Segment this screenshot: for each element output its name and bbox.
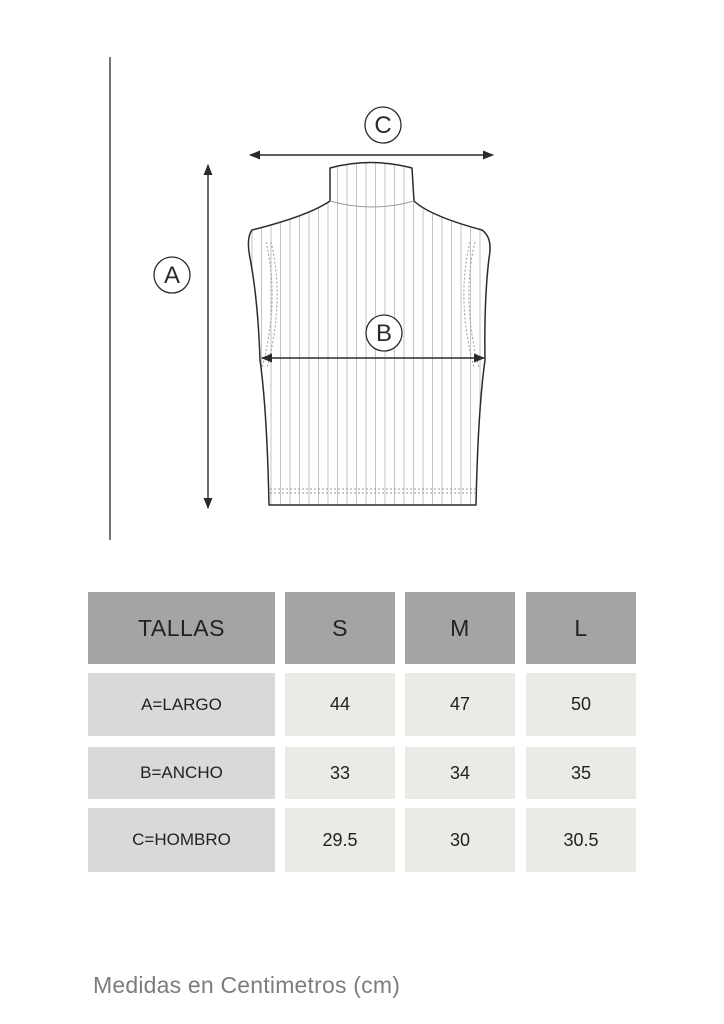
label-a-badge	[154, 257, 190, 293]
table-header-size-s: S	[285, 592, 395, 664]
table-cell: 50	[526, 673, 636, 736]
table-header-size-m: M	[405, 592, 515, 664]
table-header-size-l: L	[526, 592, 636, 664]
table-cell: 34	[405, 747, 515, 799]
table-cell: 30.5	[526, 808, 636, 872]
label-c: C	[374, 112, 392, 139]
label-b: B	[375, 320, 393, 347]
table-header-label: TALLAS	[88, 592, 275, 664]
table-cell: 30	[405, 808, 515, 872]
label-a: A	[163, 262, 181, 289]
table-row-label: C=HOMBRO	[88, 808, 275, 872]
table-cell: 29.5	[285, 808, 395, 872]
measurement-unit-note: Medidas en Centimetros (cm)	[93, 972, 401, 998]
table-cell: 47	[405, 673, 515, 736]
label-c-badge	[365, 107, 401, 143]
table-cell: 33	[285, 747, 395, 799]
table-cell: 35	[526, 747, 636, 799]
label-b-badge	[366, 315, 402, 351]
table-row-label: A=LARGO	[88, 673, 275, 736]
table-row-label: B=ANCHO	[88, 747, 275, 799]
table-cell: 44	[285, 673, 395, 736]
